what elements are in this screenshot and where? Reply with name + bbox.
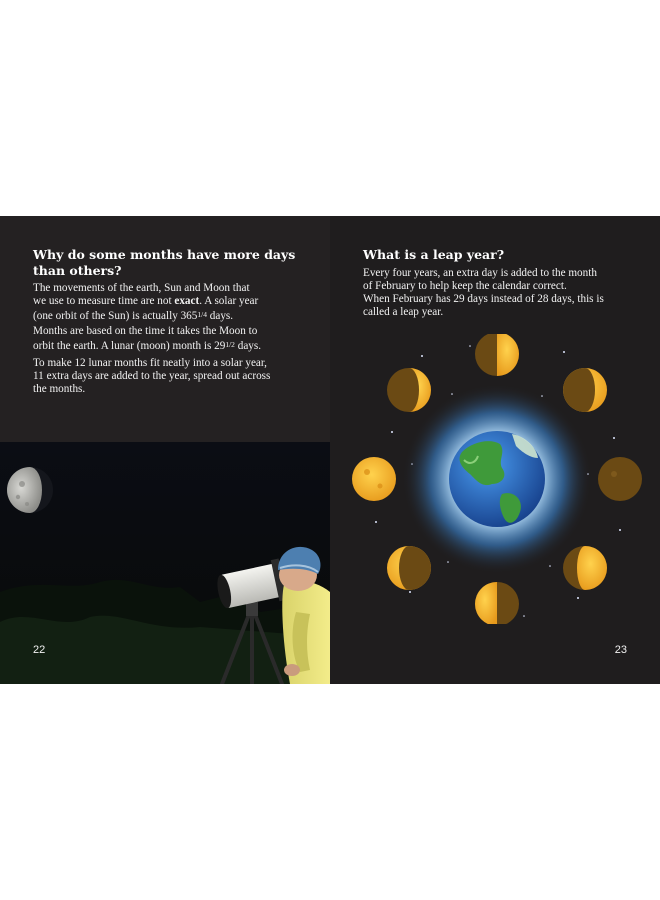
- book-spread: [0, 216, 660, 684]
- fraction-quarter: 1/4: [197, 310, 207, 319]
- right-paragraph-2: [363, 293, 604, 319]
- night-telescope-photo: [0, 442, 330, 684]
- right-p2-line1: When February has 29 days instead of 28 days, this is: [363, 293, 604, 305]
- left-paragraph-2: [33, 325, 261, 353]
- moon-phases-diagram: [352, 334, 642, 624]
- left-p3-line3: the months.: [33, 383, 86, 395]
- left-p1-line3-end: days.: [206, 310, 234, 322]
- fraction-half: 1/2: [225, 340, 235, 349]
- tripod-head: [246, 602, 258, 616]
- left-p3-line1: To make 12 lunar months fit neatly into a solar year,: [33, 357, 267, 369]
- page-number-left: 22: [33, 644, 46, 656]
- left-heading-line2: than others?: [33, 263, 122, 278]
- moon-phase-bottom-right: [563, 546, 607, 590]
- left-p1-line2: we use to measure time are not: [33, 295, 175, 307]
- right-heading: What is a leap year?: [363, 247, 505, 262]
- left-p2-line1: Months are based on the time it takes the Moon to: [33, 325, 258, 337]
- left-paragraph-3: [33, 357, 270, 396]
- moon-phase-top-left: [387, 368, 431, 412]
- moon-phase-bottom-left: [387, 546, 431, 590]
- right-p1-line2: of February to help keep the calendar correct.: [363, 280, 567, 292]
- right-p1-line1: Every four years, an extra day is added to the month: [363, 267, 597, 279]
- left-p1-line3: (one orbit of the Sun) is actually 365: [33, 310, 198, 322]
- moon-phase-right: [598, 457, 642, 501]
- left-page: [0, 216, 330, 684]
- page-number-right: 23: [614, 644, 627, 656]
- earth: [449, 431, 545, 527]
- moon-phase-bottom: [475, 582, 519, 624]
- right-page: [330, 216, 660, 684]
- moon-photo: [7, 467, 53, 513]
- left-heading: [33, 247, 295, 279]
- moon-phase-top: [475, 334, 519, 376]
- left-p1-bold-word: exact: [174, 295, 200, 307]
- right-paragraph-1: [363, 267, 597, 293]
- right-p2-line2: called a leap year.: [363, 306, 444, 318]
- moon-phase-left: [352, 457, 396, 501]
- left-paragraph-1: [33, 282, 258, 323]
- left-heading-line1: Why do some months have more days: [33, 247, 296, 262]
- moon-phase-top-right: [563, 368, 607, 412]
- left-p1-line1: The movements of the earth, Sun and Moon that: [33, 282, 250, 294]
- left-p3-line2: 11 extra days are added to the year, spread out across: [33, 370, 271, 382]
- left-p2-line2: orbit the earth. A lunar (moon) month is 29: [33, 340, 226, 352]
- left-p1-line2-end: . A solar year: [199, 295, 259, 307]
- left-p2-line2-end: days.: [234, 340, 262, 352]
